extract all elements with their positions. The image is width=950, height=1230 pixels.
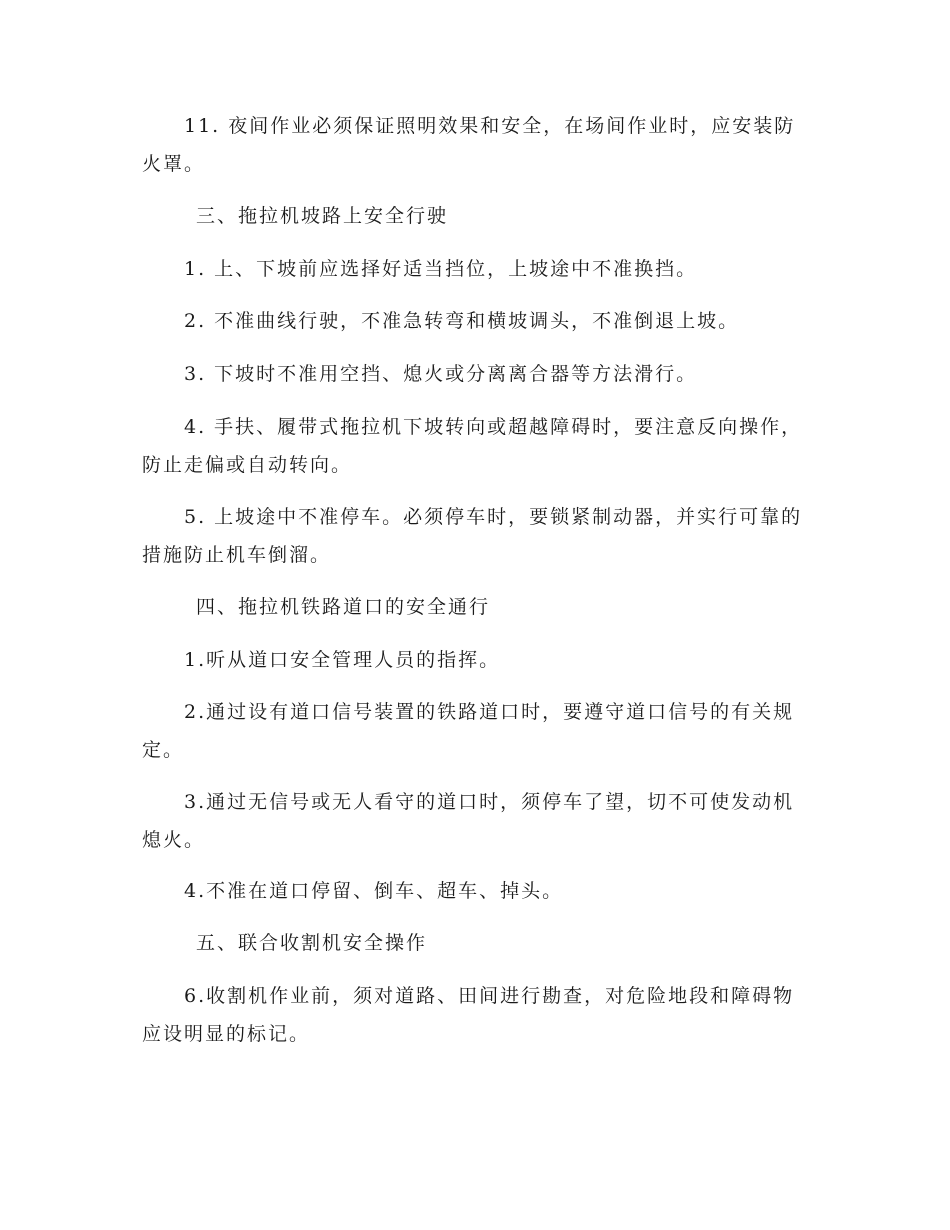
section-heading-railway-crossing: 四、拖拉机铁路道口的安全通行	[196, 596, 491, 618]
paragraph-reverse-steering: 4. 手扶、履带式拖拉机下坡转向或超越障碍时，要注意反向操作，防止走偏或自动转向。	[142, 416, 803, 476]
paragraph-no-stopping-at-crossing: 4.不准在道口停留、倒车、超车、掉头。	[184, 880, 564, 902]
paragraph-slope-gear: 1. 上、下坡前应选择好适当挡位，上坡途中不准换挡。	[184, 258, 698, 280]
paragraph-crossing-signals: 2.通过设有道口信号装置的铁路道口时，要遵守道口信号的有关规定。	[142, 701, 795, 761]
paragraph-harvester-survey: 6.收割机作业前，须对道路、田间进行勘查，对危险地段和障碍物应设明显的标记。	[142, 985, 795, 1045]
paragraph-no-coasting: 3. 下坡时不准用空挡、熄火或分离离合器等方法滑行。	[184, 363, 698, 385]
paragraph-no-stopping-uphill: 5. 上坡途中不准停车。必须停车时，要锁紧制动器，并实行可靠的措施防止机车倒溜。	[142, 506, 803, 566]
paragraph-follow-crossing-staff: 1.听从道口安全管理人员的指挥。	[184, 649, 501, 671]
section-heading-slope-driving: 三、拖拉机坡路上安全行驶	[196, 205, 449, 227]
section-heading-combine-harvester: 五、联合收割机安全操作	[196, 932, 428, 954]
paragraph-unguarded-crossing: 3.通过无信号或无人看守的道口时，须停车了望，切不可使发动机熄火。	[142, 791, 795, 851]
paragraph-no-curve-driving: 2. 不准曲线行驶，不准急转弯和横坡调头，不准倒退上坡。	[184, 310, 740, 332]
paragraph-night-work: 11. 夜间作业必须保证照明效果和安全，在场间作业时，应安装防火罩。	[142, 115, 796, 175]
